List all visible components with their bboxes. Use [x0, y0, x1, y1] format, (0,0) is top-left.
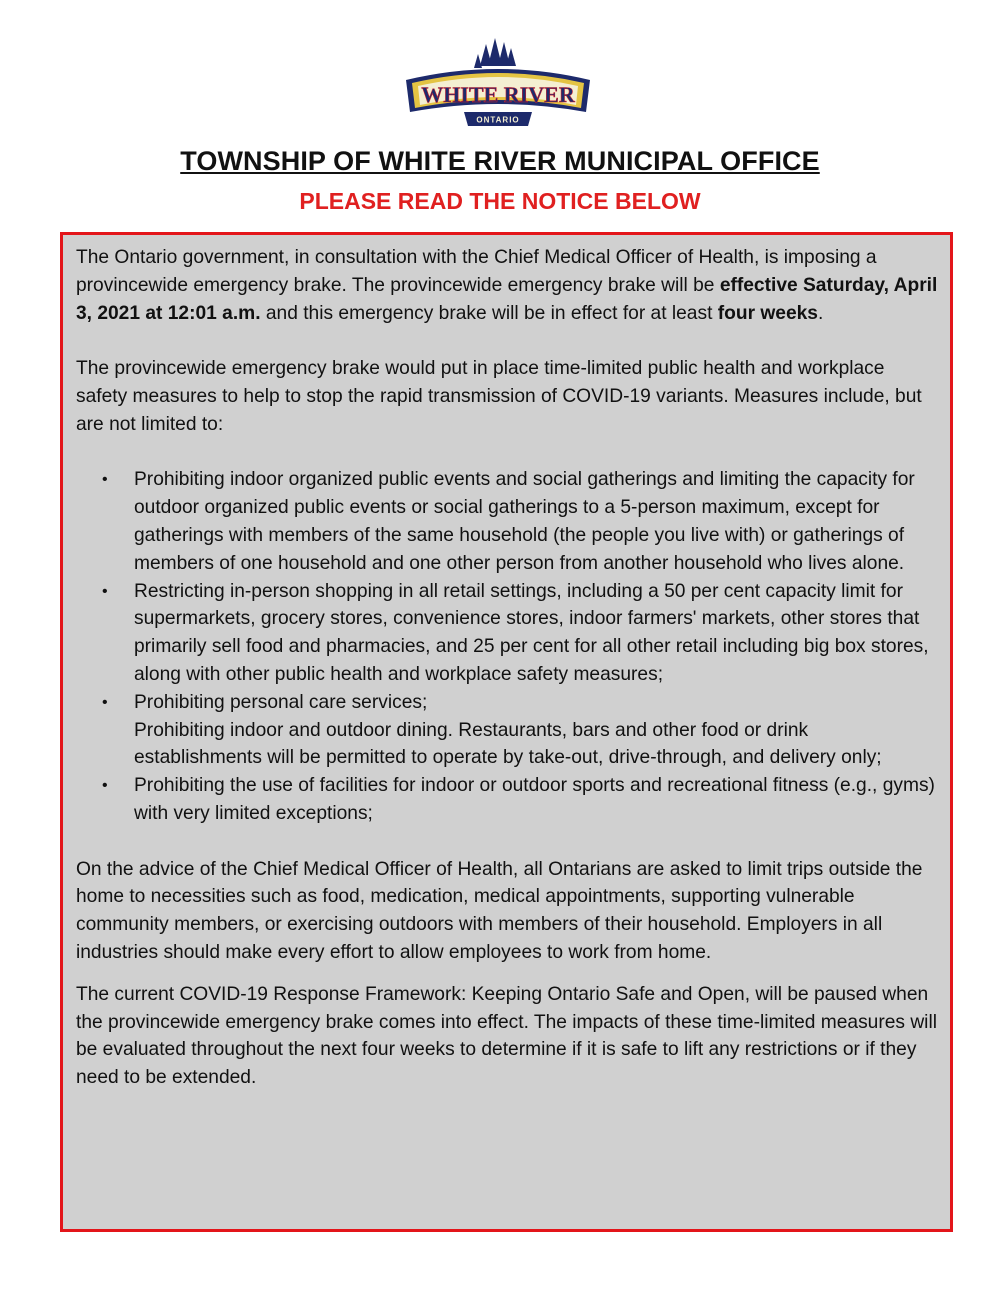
intro-text-3: .: [817, 302, 824, 324]
list-item: [76, 578, 938, 689]
intro-text-2: and this emergency brake will be in effect for at least: [260, 302, 718, 324]
bullet-glyph: •: [102, 777, 108, 795]
logo-main-text: WHITE RIVER: [421, 82, 575, 107]
framework-paragraph: The current COVID-19 Response Framework: Keeping Ontario Safe and Open, will be paused when the provincewide emergency brake comes into effect. The impacts of these time-limited measures will be evaluated throughout the next four weeks to determine if it is safe to lift any restrictions or if they need to be extended.: [76, 983, 937, 1089]
notice-box: [60, 232, 953, 1232]
intro-text-1: The Ontario government, in consultation with the Chief Medical Officer of Health, is imposing a provincewide emergency brake. The provincewide emergency brake will be: [76, 247, 877, 296]
measures-list: [76, 466, 938, 827]
bullet-glyph: •: [102, 582, 108, 600]
list-item: [76, 466, 938, 577]
white-river-logo: [398, 36, 598, 136]
page-subtitle: PLEASE READ THE NOTICE BELOW: [299, 188, 701, 214]
list-item: [76, 772, 938, 828]
logo-sub-text: ONTARIO: [476, 115, 520, 125]
bullet-text: Restricting in-person shopping in all retail settings, including a 50 per cent capacity limit for supermarkets, grocery stores, convenience stores, indoor farmers' markets, other stores that primarily sell food and pharmacies, and 25 per cent for all other retail including big box stores, along with other public health and workplace safety measures;: [134, 580, 929, 685]
bullet-glyph: •: [102, 693, 108, 711]
page-title: TOWNSHIP OF WHITE RIVER MUNICIPAL OFFICE: [180, 146, 820, 176]
bullet-text: Prohibiting the use of facilities for indoor or outdoor sports and recreational fitness (e.g., gyms) with very limited exceptions;: [134, 775, 935, 824]
white-river-logo-graphic: [398, 36, 598, 136]
bullet-glyph: •: [102, 471, 108, 489]
bullet-text: Prohibiting personal care services;: [134, 691, 428, 713]
measures-intro-paragraph: The provincewide emergency brake would put in place time-limited public health and workplace safety measures to help to stop the rapid transmission of COVID-19 variants. Measures include, but are not limited to:: [76, 358, 922, 435]
advice-paragraph: On the advice of the Chief Medical Officer of Health, all Ontarians are asked to limit trips outside the home to necessities such as food, medication, medical appointments, supporting vulnerable community members, or exercising outdoors with members of their household. Employers in all industries should make every effort to allow employees to work from home.: [76, 858, 923, 963]
intro-duration: four weeks: [717, 302, 818, 324]
intro-paragraph: [76, 244, 938, 327]
bullet-continuation-text: Prohibiting indoor and outdoor dining. Restaurants, bars and other food or drink establishments will be permitted to operate by take-out, drive-through, and delivery only;: [134, 719, 882, 769]
bullet-text: Prohibiting indoor organized public events and social gatherings and limiting the capacity for outdoor organized public events or social gatherings to a 5-person maximum, except for gatherings with members of the same household (the people you live with) or gatherings of members of one household and one other person from another household who lives alone.: [134, 469, 915, 574]
list-item: [76, 689, 938, 772]
intro-effective-date: effective Saturday, April 3, 2021 at 12:01 a.m.: [76, 274, 938, 324]
